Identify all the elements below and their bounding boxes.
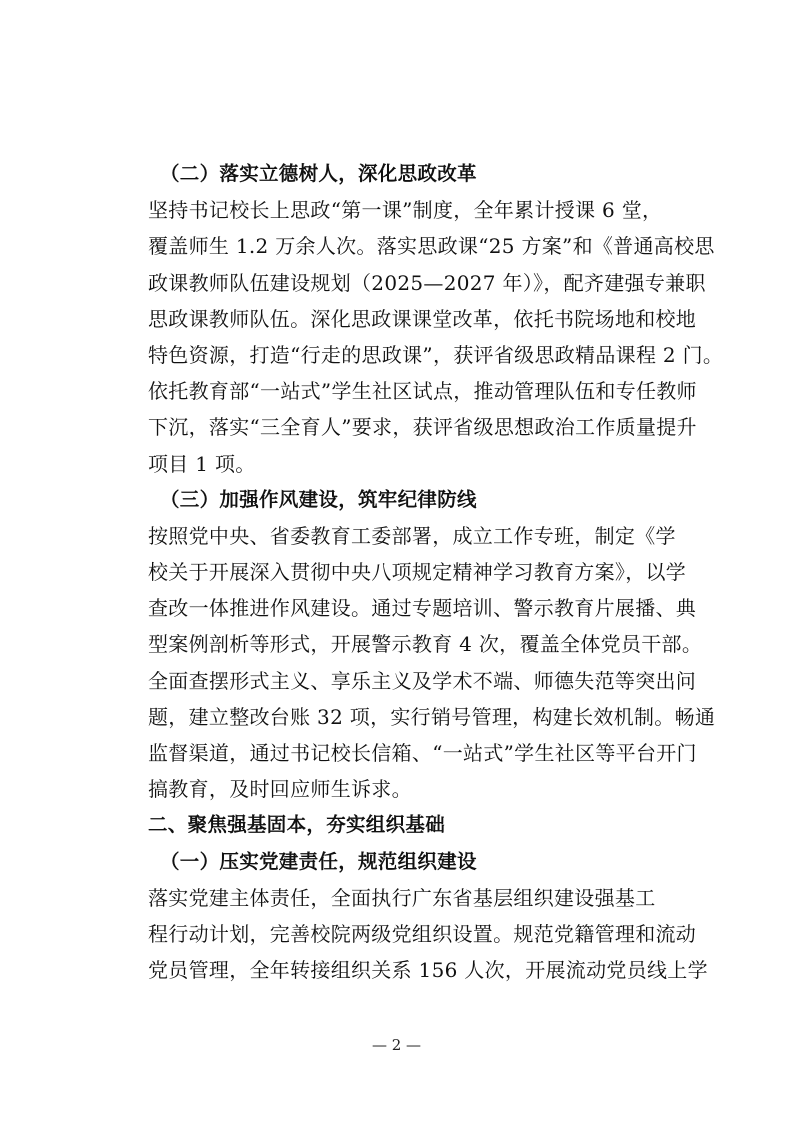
paragraph-line: 政课教师队伍建设规划（2025—2027 年）》，配齐建强专兼职	[148, 270, 706, 295]
paragraph-line: 程行动计划，完善校院两级党组织设置。规范党籍管理和流动	[148, 921, 697, 946]
paragraph-line: 校关于开展深入贯彻中央八项规定精神学习教育方案》，以学	[148, 560, 687, 585]
paragraph-line: 落实党建主体责任，全面执行广东省基层组织建设强基工	[148, 885, 656, 910]
paragraph-line: 下沉，落实“三全育人”要求，获评省级思想政治工作质量提升	[148, 415, 697, 440]
chapter-heading: 二、聚焦强基固本，夯实组织基础	[148, 813, 446, 837]
paragraph-line: 按照党中央、省委教育工委部署，成立工作专班，制定《学	[148, 523, 676, 548]
section-heading: （三）加强作风建设，筑牢纪律防线	[160, 487, 477, 511]
paragraph-line: 监督渠道，通过书记校长信箱、“一站式”学生社区等平台开门	[148, 741, 697, 765]
paragraph-line: 题，建立整改台账 32 项，实行销号管理，构建长效机制。畅通	[148, 704, 716, 729]
paragraph-line: 党员管理，全年转接组织关系 156 人次，开展流动党员线上学	[148, 958, 708, 983]
paragraph-line: 依托教育部“一站式”学生社区试点，推动管理队伍和专任教师	[148, 379, 697, 404]
paragraph-line: 搞教育，及时回应师生诉求。	[148, 777, 412, 802]
paragraph-line: 项目 1 项。	[148, 451, 256, 476]
paragraph-line: 全面查摆形式主义、享乐主义及学术不端、师德失范等突出问	[148, 668, 697, 693]
page-number: — 2 —	[371, 1036, 422, 1054]
paragraph-line: 覆盖师生 1.2 万余人次。落实思政课“25 方案”和《普通高校思	[148, 234, 715, 259]
paragraph-line: 查改一体推进作风建设。通过专题培训、警示教育片展播、典	[148, 596, 697, 621]
section-heading: （二）落实立德树人，深化思政改革	[160, 162, 477, 185]
document-body	[148, 156, 724, 988]
paragraph-line: 特色资源，打造“行走的思政课”，获评省级思政精品课程 2 门。	[148, 342, 724, 367]
paragraph-line: 型案例剖析等形式，开展警示教育 4 次，覆盖全体党员干部。	[148, 632, 703, 657]
section-heading: （一）压实党建责任，规范组织建设	[160, 849, 477, 873]
paragraph-line: 坚持书记校长上思政“第一课”制度，全年累计授课 6 堂，	[148, 198, 663, 223]
paragraph-line: 思政课教师队伍。深化思政课课堂改革，依托书院场地和校地	[148, 306, 697, 331]
